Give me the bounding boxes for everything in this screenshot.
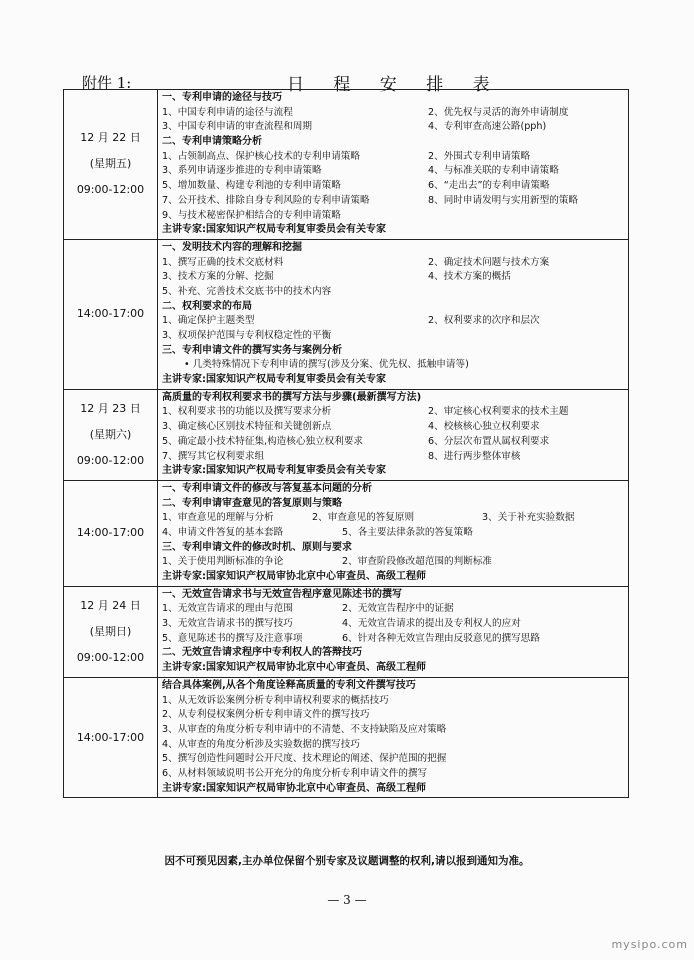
time-cell xyxy=(64,389,158,480)
attachment-label: 附件 1: xyxy=(82,74,132,92)
list-item: 9、与技术秘密保护相结合的专利申请策略 xyxy=(162,209,341,221)
time-hours: 14:00-17:00 xyxy=(76,526,145,540)
list-item-pair xyxy=(162,164,624,179)
list-item: 6、针对各种无效宣告理由反驳意见的撰写思路 xyxy=(342,632,540,644)
list-item: 1、中国专利申请的途径与流程 xyxy=(162,106,293,118)
time-hours: 09:00-12:00 xyxy=(76,453,145,467)
list-item-pair xyxy=(162,150,624,165)
list-item: 2、权利要求的次序和层次 xyxy=(428,315,540,327)
watermark: mysipo.com xyxy=(611,938,688,951)
section-heading: 主讲专家:国家知识产权局专利复审委员会有关专家 xyxy=(162,374,386,386)
list-item: 3、权项保护范围与专利权稳定性的平衡 xyxy=(162,330,332,341)
list-item-pair xyxy=(162,450,624,465)
list-item: 2、无效宣告程序中的证据 xyxy=(342,603,454,615)
section-heading: 二、专利申请审查意见的答复原则与策略 xyxy=(162,497,342,509)
list-item: 3、中国专利申请的审查流程和周期 xyxy=(162,121,313,133)
list-item: 3、系列申请逐步推进的专利申请策略 xyxy=(162,165,322,177)
time-hours: 14:00-17:00 xyxy=(76,730,145,744)
list-item-pair xyxy=(162,435,624,450)
list-item-pair xyxy=(162,194,624,209)
schedule-row xyxy=(64,586,629,677)
list-item: 3、从审查的角度分析专利申请中的不清楚、不支持缺陷及应对策略 xyxy=(162,723,447,735)
list-item-triple xyxy=(162,511,624,526)
list-item: 6、从材料领域说明书公开充分的角度分析专利申请文件的撰写 xyxy=(162,767,428,779)
list-item: 2、审查意见的答复原则 xyxy=(312,512,415,524)
time-weekday: (星期六) xyxy=(89,427,132,441)
list-item: 5、补充、完善技术交底书中的技术内容 xyxy=(162,285,332,297)
list-item-pair xyxy=(162,555,624,570)
section-heading: 三、专利申请文件的修改时机、原则与要求 xyxy=(162,541,352,553)
schedule-row xyxy=(64,90,629,240)
time-hours: 09:00-12:00 xyxy=(76,183,145,197)
page-number: — 3 — xyxy=(327,893,367,907)
section-heading: 主讲专家:国家知识产权局审协北京中心审查员、高级工程师 xyxy=(162,571,426,582)
list-item: 4、校核核心独立权利要求 xyxy=(428,421,540,433)
time-date: 12 月 23 日 xyxy=(80,401,141,415)
list-item-pair xyxy=(162,617,624,632)
list-item: 6、“走出去”的专利申请策略 xyxy=(428,180,550,192)
list-item: 2、优先权与灵活的海外申请制度 xyxy=(428,106,569,118)
time-date: 12 月 24 日 xyxy=(80,598,141,612)
time-cell xyxy=(64,480,158,586)
list-item: 2、从专利侵权案例分析专利申请文件的撰写技巧 xyxy=(162,709,370,721)
time-hours: 09:00-12:00 xyxy=(76,650,145,664)
content-cell xyxy=(158,677,629,798)
list-item: 1、关于使用判断标准的争论 xyxy=(162,556,284,568)
list-item-pair xyxy=(162,405,624,420)
list-item: 1、审查意见的理解与分析 xyxy=(162,512,274,524)
list-item: 5、各主要法律条款的答复策略 xyxy=(342,526,473,538)
section-heading: 一、无效宣告请求书与无效宣告程序意见陈述书的撰写 xyxy=(162,588,402,600)
list-item: 5、撰写创造性问题时公开尺度、技术理论的阐述、保护范围的把握 xyxy=(162,753,447,765)
time-cell xyxy=(64,239,158,389)
schedule-row xyxy=(64,389,629,480)
list-item-pair xyxy=(162,602,624,617)
list-item-pair xyxy=(162,526,624,541)
list-item: 6、分层次布置从属权利要求 xyxy=(428,435,550,447)
section-heading: 结合具体案例,从各个角度诠释高质量的专利文件撰写技巧 xyxy=(162,679,416,691)
list-item-pair xyxy=(162,120,624,135)
time-cell xyxy=(64,90,158,240)
list-item: 2、审查阶段修改超范围的判断标准 xyxy=(342,556,493,568)
section-heading: 一、专利申请文件的修改与答复基本问题的分析 xyxy=(162,482,372,494)
schedule-row xyxy=(64,480,629,586)
time-cell xyxy=(64,677,158,798)
list-item: 1、无效宣告请求的理由与范围 xyxy=(162,603,293,615)
content-cell xyxy=(158,586,629,677)
list-item: 1、从无效诉讼案例分析专利申请权利要求的概括技巧 xyxy=(162,694,389,706)
list-item: 3、无效宣告请求书的撰写技巧 xyxy=(162,618,293,630)
section-heading: 主讲专家:国家知识产权局审协北京中心审查员、高级工程师 xyxy=(162,782,426,794)
list-item: 8、进行两步整体审核 xyxy=(428,450,521,462)
content-cell xyxy=(158,480,629,586)
time-cell xyxy=(64,586,158,677)
bullet-item: • 几类特殊情况下专利申请的撰写(涉及分案、优先权、抵触申请等) xyxy=(184,359,469,371)
section-heading: 二、无效宣告请求程序中专利权人的答辩技巧 xyxy=(162,647,362,659)
list-item-pair xyxy=(162,256,624,271)
list-item: 4、与标准关联的专利申请策略 xyxy=(428,165,559,177)
list-item: 2、外围式专利申请策略 xyxy=(428,150,531,162)
list-item: 2、审定核心权利要求的技术主题 xyxy=(428,406,569,418)
section-heading: 主讲专家:国家知识产权局专利复审委员会有关专家 xyxy=(162,224,386,236)
list-item: 7、撰写其它权利要求组 xyxy=(162,450,265,462)
list-item-pair xyxy=(162,106,624,121)
list-item: 1、确定保护主题类型 xyxy=(162,315,255,327)
list-item: 3、关于补充实验数据 xyxy=(482,512,575,524)
list-item: 4、申请文件答复的基本套路 xyxy=(162,526,284,538)
list-item-pair xyxy=(162,270,624,285)
list-item: 5、意见陈述书的撰写及注意事项 xyxy=(162,632,303,644)
time-weekday: (星期日) xyxy=(89,624,132,638)
list-item: 1、权利要求书的功能以及撰写要求分析 xyxy=(162,406,332,418)
list-item: 1、撰写正确的技术交底材料 xyxy=(162,256,284,268)
list-item-pair xyxy=(162,179,624,194)
list-item: 1、占领制高点、保护核心技术的专利申请策略 xyxy=(162,150,360,162)
section-heading: 一、发明技术内容的理解和挖掘 xyxy=(162,241,302,253)
list-item-pair xyxy=(162,314,624,329)
list-item: 4、从审查的角度分析涉及实验数据的撰写技巧 xyxy=(162,738,360,750)
list-item: 4、专利审查高速公路(pph) xyxy=(428,121,547,133)
list-item: 4、无效宣告请求的提出及专利权人的应对 xyxy=(342,618,521,630)
list-item-pair xyxy=(162,632,624,647)
section-heading: 主讲专家:国家知识产权局审协北京中心审查员、高级工程师 xyxy=(162,662,426,674)
schedule-table xyxy=(63,89,629,798)
time-hours: 14:00-17:00 xyxy=(76,307,145,321)
list-item: 2、确定技术问题与技术方案 xyxy=(428,256,550,268)
list-item: 7、公开技术、排除自身专利风险的专利申请策略 xyxy=(162,194,370,206)
time-date: 12 月 22 日 xyxy=(80,131,141,145)
list-item: 5、确定最小技术特征集,构造核心独立权利要求 xyxy=(162,435,364,447)
list-item: 4、技术方案的概括 xyxy=(428,271,511,283)
content-cell xyxy=(158,389,629,480)
list-item: 8、同时申请发明与实用新型的策略 xyxy=(428,194,579,206)
list-item-pair xyxy=(162,420,624,435)
section-heading: 一、专利申请的途径与技巧 xyxy=(162,92,282,103)
list-item: 5、增加数量、构建专利池的专利申请策略 xyxy=(162,180,341,192)
page-title: 日 程 安 排 表 xyxy=(287,75,502,95)
section-heading: 二、专利申请策略分析 xyxy=(162,136,262,148)
section-heading: 三、专利申请文件的撰写实务与案例分析 xyxy=(162,344,342,356)
section-heading: 主讲专家:国家知识产权局专利复审委员会有关专家 xyxy=(162,465,386,477)
footer-note: 因不可预见因素,主办单位保留个别专家及议题调整的权利,请以报到通知为准。 xyxy=(164,855,530,867)
section-heading: 二、权利要求的布局 xyxy=(162,300,252,312)
schedule-row xyxy=(64,677,629,798)
content-cell xyxy=(158,239,629,389)
content-cell xyxy=(158,90,629,240)
schedule-row xyxy=(64,239,629,389)
list-item: 3、技术方案的分解、挖掘 xyxy=(162,271,274,283)
list-item: 3、确定核心区别技术特征和关键创新点 xyxy=(162,421,332,433)
section-heading: 高质量的专利权利要求书的撰写方法与步骤(最新撰写方法) xyxy=(162,391,422,403)
time-weekday: (星期五) xyxy=(89,157,132,171)
